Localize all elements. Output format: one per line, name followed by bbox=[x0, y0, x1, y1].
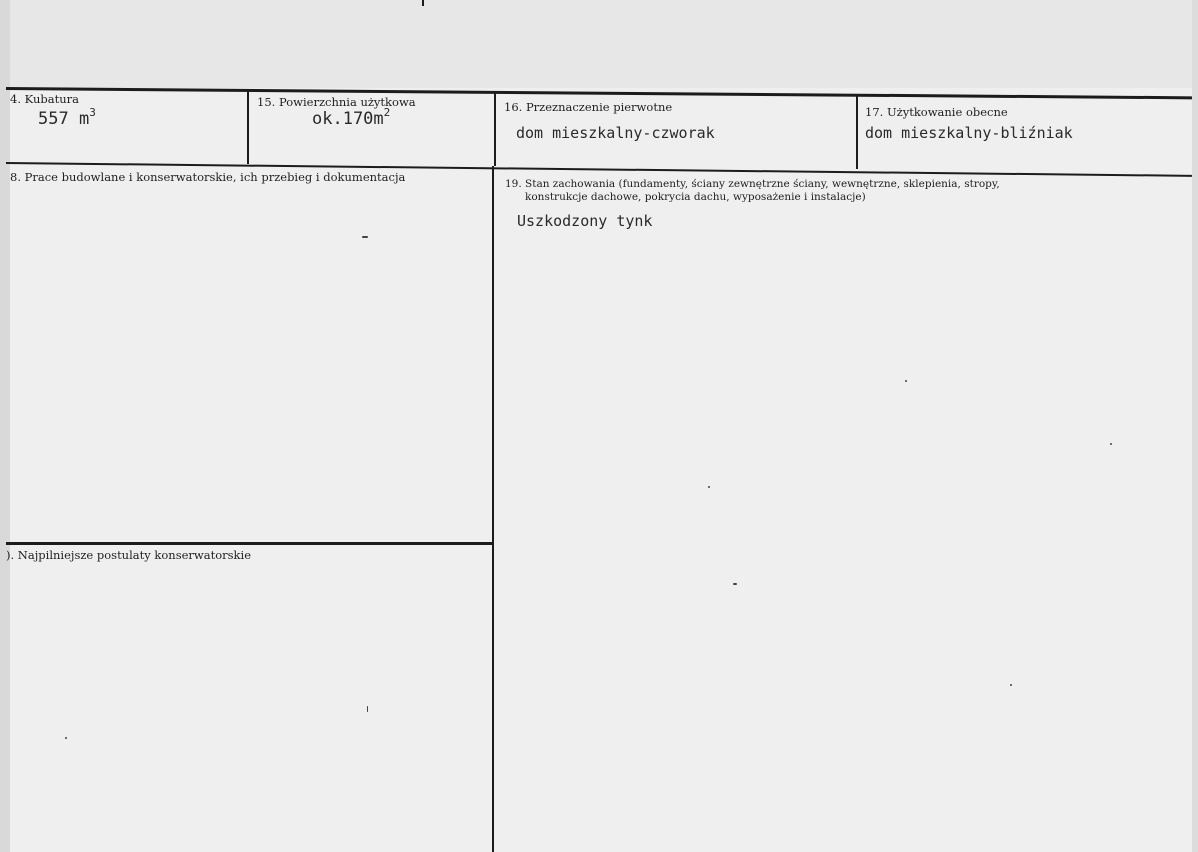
scan-speck bbox=[1010, 684, 1012, 686]
field-16-value: dom mieszkalny-czworak bbox=[516, 124, 715, 142]
field-14-label: 4. Kubatura bbox=[10, 92, 79, 106]
scan-speck bbox=[708, 486, 710, 488]
top-tick bbox=[422, 0, 424, 6]
field-20-label: ). Najpilniejsze postulaty konserwatorskie bbox=[6, 548, 251, 562]
field-16-label: 16. Przeznaczenie pierwotne bbox=[504, 100, 673, 114]
field-18-label: 8. Prace budowlane i konserwatorskie, ich przebieg i dokumentacja bbox=[10, 170, 406, 184]
scan-speck bbox=[367, 706, 368, 712]
field-15-label: 15. Powierzchnia użytkowa bbox=[257, 95, 416, 109]
rule-col-14-15 bbox=[247, 90, 249, 164]
rule-col-16-17 bbox=[856, 95, 858, 169]
scan-speck bbox=[1110, 443, 1112, 445]
field-15-value: $ok.170m^2$ bbox=[312, 106, 391, 129]
field-19-value: Uszkodzony tynk bbox=[517, 212, 653, 230]
scan-speck bbox=[362, 236, 368, 238]
field-14-unit-exponent: 3 bbox=[89, 106, 96, 119]
rule-col-main bbox=[492, 166, 494, 852]
scan-speck bbox=[65, 737, 67, 739]
scan-speck bbox=[733, 583, 737, 585]
scan-margin-top bbox=[0, 0, 1198, 88]
rule-row1-top bbox=[6, 87, 1192, 99]
scan-speck bbox=[905, 380, 907, 382]
field-19-label-line1: 19. Stan zachowania (fundamenty, ściany zewnętrzne ściany, wewnętrzne, sklepienia, stropy, bbox=[505, 178, 1000, 190]
field-14-value: 557 $m^3$ bbox=[38, 106, 96, 129]
field-17-label: 17. Użytkowanie obecne bbox=[865, 105, 1008, 119]
rule-col-15-16 bbox=[494, 92, 496, 166]
field-17-value: dom mieszkalny-bliźniak bbox=[865, 124, 1073, 142]
field-15-unit-exponent: 2 bbox=[383, 106, 391, 119]
rule-row-20-top bbox=[6, 542, 493, 545]
field-19-label-line2: konstrukcje dachowe, pokrycia dachu, wyposażenie i instalacje) bbox=[525, 191, 866, 203]
scan-edge-right bbox=[1192, 0, 1198, 852]
scan-edge-left bbox=[0, 0, 10, 852]
